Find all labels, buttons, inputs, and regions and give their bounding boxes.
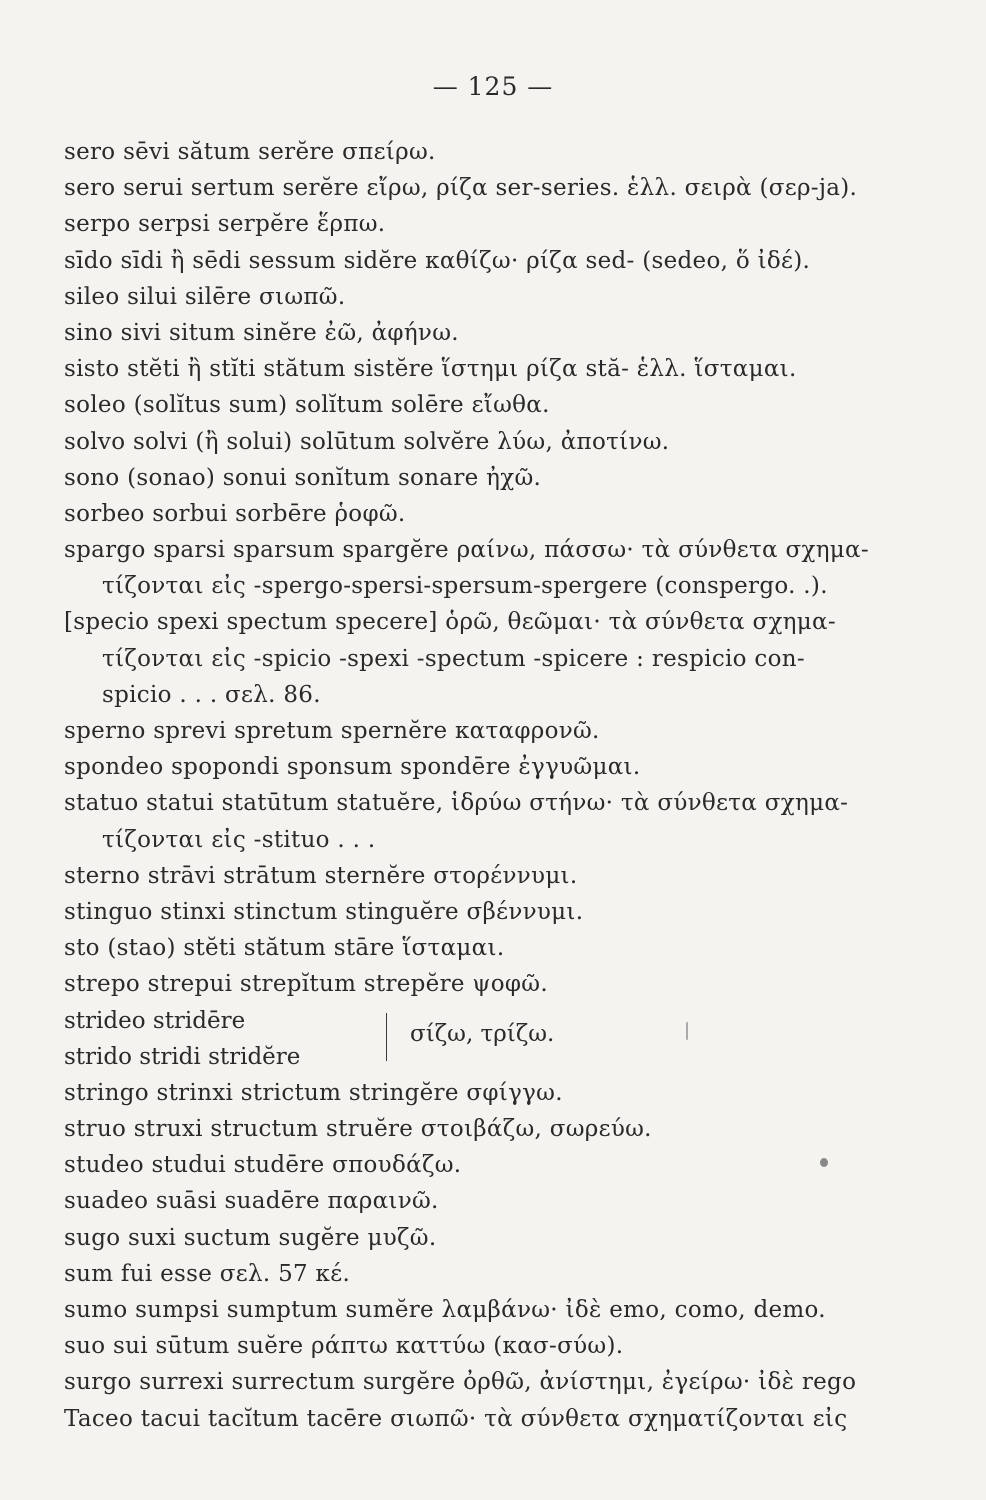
- paper-speck: [686, 1022, 688, 1040]
- entry-line: spargo sparsi sparsum spargĕre ραίνω, πάσσω· τὰ σύνθετα σχημα-: [64, 537, 869, 564]
- entry-line: statuo statui statūtum statuĕre, ἱδρύω στήνω· τὰ σύνθετα σχημα-: [64, 790, 849, 817]
- entry-line: studeo studui studēre σπουδάζω.: [64, 1152, 462, 1179]
- entry-line: sto (stao) stĕti stătum stāre ἵσταμαι.: [64, 935, 505, 962]
- entry-line: sileo silui silēre σιωπῶ.: [64, 283, 346, 310]
- brace-entry: [64, 1003, 924, 1075]
- entry-continuation-line: τίζονται εἰς -stituo . . .: [102, 826, 376, 853]
- entry-line: stringo strinxi strictum stringĕre σφίγγω.: [64, 1079, 563, 1106]
- entry-line: soleo (solĭtus sum) solĭtum solēre εἴωθα.: [64, 392, 550, 419]
- entry-line: sero sēvi sătum serĕre σπείρω.: [64, 139, 436, 165]
- entry-line: strepo strepui strepĭtum strepĕre ψοφῶ.: [64, 971, 548, 998]
- entry-line: [specio spexi spectum specere] ὁρῶ, θεῶμαι· τὰ σύνθετα σχημα-: [64, 609, 836, 636]
- entries-group-b: [64, 1075, 924, 1437]
- brace-entry-translation: σίζω, τρίζω.: [410, 1020, 555, 1047]
- entries-group-a: [64, 134, 924, 1003]
- entry-line: sero serui sertum serĕre εἴρω, ρίζα ser-series. ἑλλ. σειρὰ (σερ-ja).: [64, 175, 858, 202]
- entry-line: serpo serpsi serpĕre ἕρπω.: [64, 211, 386, 238]
- entry-line: sino sivi situm sinĕre ἐῶ, ἀφήνω.: [64, 319, 459, 346]
- entry-line: sum fui esse σελ. 57 κέ.: [64, 1260, 351, 1287]
- entry-line: sorbeo sorbui sorbēre ῥοφῶ.: [64, 500, 406, 527]
- brace-entry-line-1: strideo stridēre: [64, 1007, 246, 1034]
- entry-line: Taceo tacui tacĭtum tacēre σιωπῶ· τὰ σύνθετα σχηματίζονται εἰς: [64, 1405, 848, 1432]
- paper-speck: [820, 1158, 828, 1167]
- brace-entry-line-2: strido stridi stridĕre: [64, 1043, 301, 1070]
- entry-line: surgo surrexi surrectum surgĕre ὀρθῶ, ἀνίστημι, ἐγείρω· ἰδὲ rego: [64, 1369, 857, 1396]
- entry-line: sono (sonao) sonui sonĭtum sonare ἠχῶ.: [64, 464, 542, 491]
- entry-continuation-line: spicio . . . σελ. 86.: [102, 681, 321, 708]
- entry-line: sperno sprevi spretum spernĕre καταφρονῶ.: [64, 718, 600, 744]
- entry-continuation-line: τίζονται εἰς -spicio -spexi -spectum -spicere : respicio con-: [102, 645, 805, 672]
- verb-entries: [64, 134, 924, 1437]
- entry-continuation-line: τίζονται εἰς -spergo-spersi-spersum-spergere (conspergo. .).: [102, 573, 828, 600]
- entry-line: sisto stĕti ἢ stĭti stătum sistĕre ἵστημι ρίζα stă- ἑλλ. ἵσταμαι.: [64, 356, 797, 383]
- page-number: — 125 —: [432, 72, 554, 101]
- entry-line: sumo sumpsi sumptum sumĕre λαμβάνω· ἰδὲ emo, como, demo.: [64, 1297, 826, 1324]
- entry-line: sīdo sīdi ἢ sēdi sessum sidĕre καθίζω· ρίζα sed- (sedeo, ὅ ἰδέ).: [64, 247, 811, 274]
- entry-line: spondeo spopondi sponsum spondēre ἐγγυῶμαι.: [64, 754, 641, 781]
- entry-line: suo sui sūtum suĕre ράπτω καττύω (κασ-σύω).: [64, 1333, 624, 1360]
- brace-bracket: [386, 1013, 389, 1061]
- entry-line: suadeo suāsi suadēre παραινῶ.: [64, 1188, 439, 1215]
- entry-line: solvo solvi (ἢ solui) solūtum solvĕre λύω, ἀποτίνω.: [64, 428, 670, 455]
- entry-line: stinguo stinxi stinctum stinguĕre σβέννυμι.: [64, 898, 584, 925]
- entry-line: struo struxi structum struĕre στοιβάζω, σωρεύω.: [64, 1116, 652, 1143]
- entry-line: sterno strāvi strātum sternĕre στορέννυμι.: [64, 862, 578, 889]
- entry-line: sugo suxi suctum sugĕre μυζῶ.: [64, 1224, 437, 1251]
